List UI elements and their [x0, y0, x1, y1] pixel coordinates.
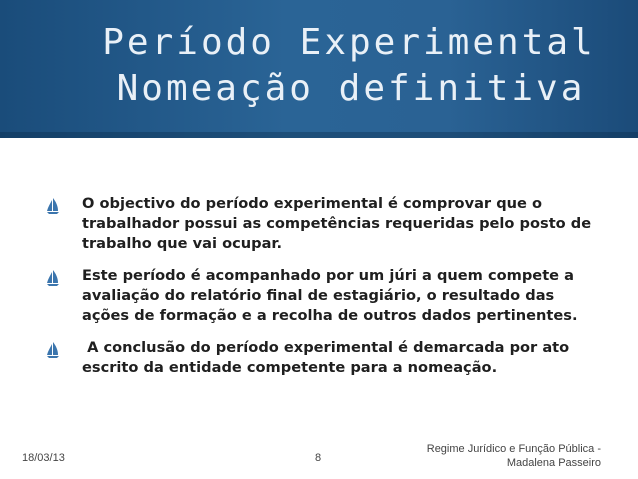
footer-date: 18/03/13 — [22, 452, 65, 464]
bullet-line: trabalhador possui as competências requeridas pelo posto de — [82, 215, 592, 232]
bullet-text — [82, 338, 604, 378]
title-band — [0, 0, 638, 138]
page-number: 8 — [315, 452, 322, 464]
bullet-line: O objectivo do período experimental é comprovar que o — [82, 195, 543, 212]
sail-icon — [46, 270, 60, 286]
slide-title-line-1: Período Experimental — [102, 22, 596, 63]
bullet-item — [44, 338, 604, 378]
bullet-line: A conclusão do período experimental é demarcada por ato — [82, 339, 570, 356]
sail-icon — [46, 342, 60, 358]
bullet-text — [82, 266, 604, 326]
bullet-line: ações de formação e a recolha de outros dados pertinentes. — [82, 307, 578, 324]
footer-source-line: Regime Jurídico e Função Pública - — [426, 443, 601, 455]
bullet-line: trabalho que vai ocupar. — [82, 235, 283, 252]
bullet-item — [44, 266, 604, 326]
footer-source — [400, 442, 601, 470]
bullet-line: avaliação do relatório final de estagiário, o resultado das — [82, 287, 555, 304]
bullet-line: escrito da entidade competente para a nomeação. — [82, 359, 498, 376]
bullet-list — [44, 194, 604, 390]
bullet-text — [82, 194, 604, 254]
bullet-item — [44, 194, 604, 254]
slide-title-line-2: Nomeação definitiva — [116, 68, 586, 109]
footer-source-line: Madalena Passeiro — [506, 457, 601, 469]
sail-icon — [46, 198, 60, 214]
bullet-line: Este período é acompanhado por um júri a quem compete a — [82, 267, 574, 284]
